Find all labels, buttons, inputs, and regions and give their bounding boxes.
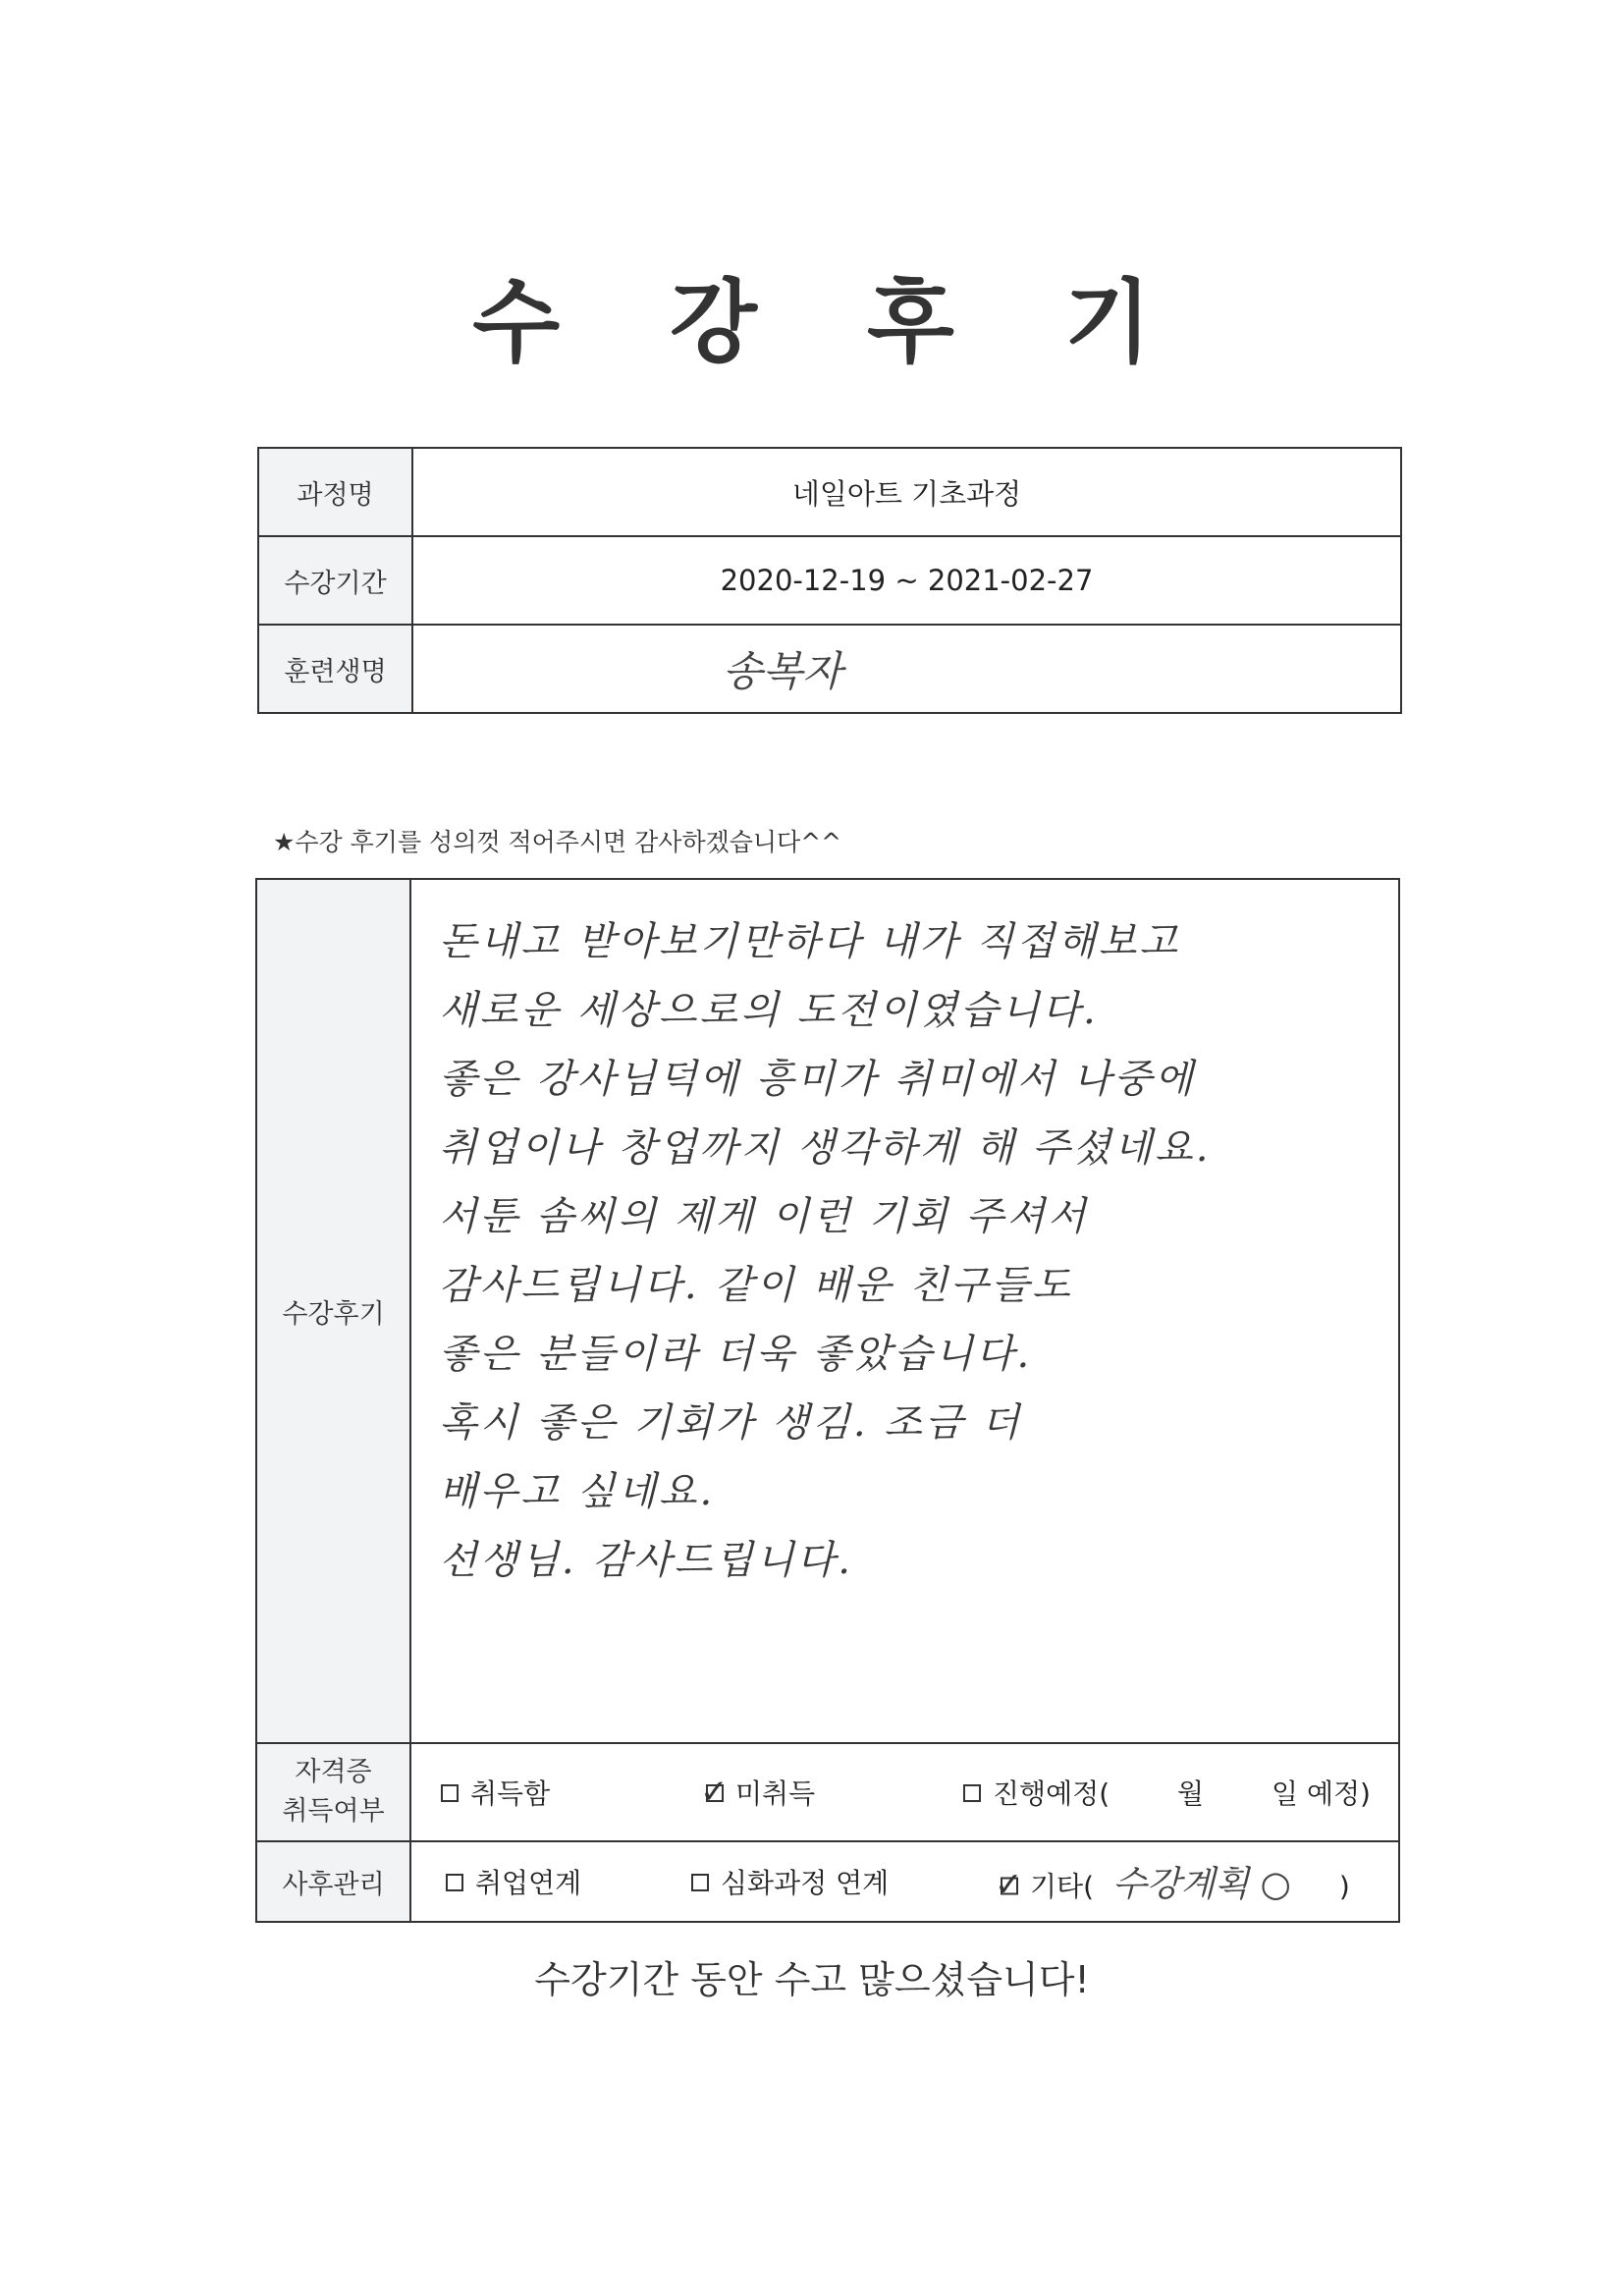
certificate-label-line1: 자격증 <box>295 1757 372 1787</box>
day-label: 일 예정) <box>1272 1777 1371 1810</box>
page-title: 수 강 후 기 <box>472 270 1191 375</box>
opt-employment[interactable]: 취업연계 <box>446 1862 581 1901</box>
review-line: 혹시 좋은 기회가 생김. 조금 더 <box>439 1400 1022 1446</box>
checkbox-not-acquired[interactable] <box>700 1773 729 1812</box>
aftercare-label: 사후관리 <box>256 1841 410 1922</box>
review-line: 선생님. 감사드립니다. <box>439 1538 853 1583</box>
checkbox-other[interactable] <box>995 1865 1023 1905</box>
checkbox-employment[interactable] <box>446 1874 463 1891</box>
review-line: 좋은 강사님덕에 흥미가 취미에서 나중에 <box>439 1057 1196 1102</box>
review-line: 감사드립니다. 같이 배운 친구들도 <box>439 1263 1073 1308</box>
course-period-value: 2020-12-19 ~ 2021-02-27 <box>412 536 1401 625</box>
review-table <box>255 878 1400 1923</box>
check-mark-icon: ✓ <box>700 1773 729 1812</box>
closing-message: 수강기간 동안 수고 많으셨습니다! <box>534 1958 1090 2001</box>
certificate-label <box>256 1743 410 1841</box>
review-line: 배우고 싶네요. <box>439 1469 716 1514</box>
opt-in-progress[interactable]: 진행예정( 월 일 예정) <box>963 1773 1371 1812</box>
course-period-label: 수강기간 <box>258 536 412 625</box>
course-info-table <box>257 447 1402 714</box>
review-line: 취업이나 창업까지 생각하게 해 주셨네요. <box>439 1125 1212 1171</box>
certificate-options <box>410 1743 1399 1841</box>
review-line: 돈내고 받아보기만하다 내가 직접해보고 <box>439 919 1181 964</box>
opt-other[interactable]: ✓ 기타( 수강계획 ○ ) <box>995 1864 1350 1905</box>
review-body <box>410 879 1399 1743</box>
opt-acquired[interactable]: 취득함 <box>441 1773 550 1812</box>
checkbox-advanced[interactable] <box>691 1874 709 1891</box>
course-name-label: 과정명 <box>258 448 412 536</box>
review-line: 새로운 세상으로의 도전이였습니다. <box>439 988 1099 1033</box>
checkbox-acquired[interactable] <box>441 1784 459 1802</box>
review-line: 서툰 솜씨의 제게 이런 기회 주셔서 <box>439 1194 1089 1239</box>
trainee-name-value: 송복자 <box>412 625 1401 713</box>
aftercare-options <box>410 1841 1399 1922</box>
checkbox-in-progress[interactable] <box>963 1784 981 1802</box>
month-label: 월 <box>1177 1777 1205 1810</box>
review-line: 좋은 분들이라 더욱 좋았습니다. <box>439 1332 1033 1377</box>
review-label: 수강후기 <box>256 879 410 1743</box>
notice-text: ★수강 후기를 성의껏 적어주시면 감사하겠습니다^^ <box>273 828 842 856</box>
other-handwritten-text: 수강계획 ○ <box>1111 1864 1291 1905</box>
opt-not-acquired[interactable]: ✓ 미취득 <box>700 1773 816 1812</box>
certificate-label-line2: 취득여부 <box>282 1796 385 1827</box>
trainee-name-label: 훈련생명 <box>258 625 412 713</box>
course-name-value: 네일아트 기초과정 <box>412 448 1401 536</box>
opt-advanced[interactable]: 심화과정 연계 <box>691 1862 889 1901</box>
check-mark-icon: ✓ <box>995 1865 1023 1905</box>
